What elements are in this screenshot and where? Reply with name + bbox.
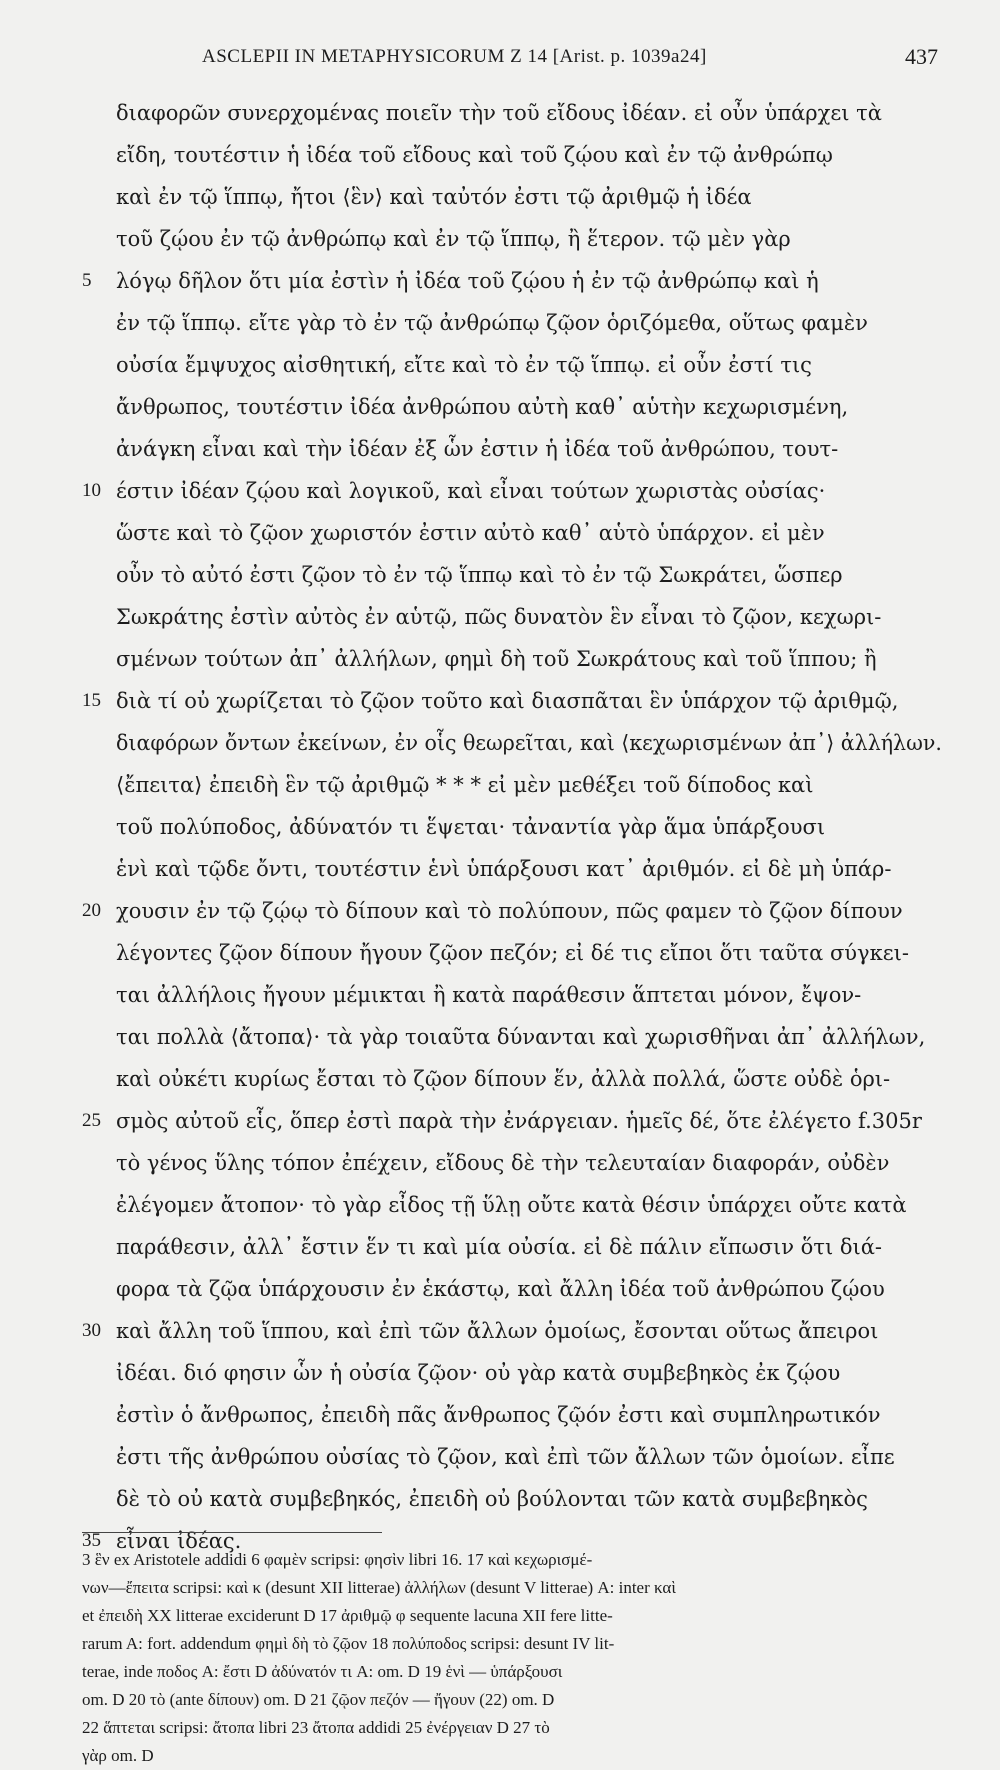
line-text: οὐσία ἔμψυχος αἰσθητική, εἴτε καὶ τὸ ἐν τῷ ἵππῳ. εἰ οὖν ἐστί τις — [116, 353, 812, 377]
line-text: ἀνάγκη εἶναι καὶ τὴν ἰδέαν ἐξ ὧν ἐστιν ἡ ἰδέα τοῦ ἀνθρώπου, τουτ- — [116, 437, 839, 461]
line-text: ⟨ἔπειτα⟩ ἐπειδὴ ἓν τῷ ἀριθμῷ * * * εἰ μὲν μεθέξει τοῦ δίποδος καὶ — [116, 773, 814, 797]
text-line — [82, 722, 942, 764]
line-text: σμένων τούτων ἀπ᾽ ἀλλήλων, φημὶ δὴ τοῦ Σωκράτους καὶ τοῦ ἵππου; ἢ — [116, 647, 877, 671]
line-text: ται ἀλλήλοις ἤγουν μέμικται ἢ κατὰ παράθεσιν ἅπτεται μόνον, ἔψον- — [116, 983, 862, 1007]
line-text: σμὸς αὐτοῦ εἷς, ὅπερ ἐστὶ παρὰ τὴν ἐνάργειαν. ἡμεῖς δέ, ὅτε ἐλέγετο f.305r — [116, 1109, 922, 1133]
line-text: ἑνὶ καὶ τῷδε ὄντι, τουτέστιν ἑνὶ ὑπάρξουσι κατ᾽ ἀριθμόν. εἰ δὲ μὴ ὑπάρ- — [116, 857, 892, 881]
page-header — [82, 46, 938, 80]
apparatus-line: terae, inde ποδος A: ἔστι D ἀδύνατόν τι A: om. D 19 ἑνὶ — ὑπάρξουσι — [82, 1662, 563, 1681]
text-line — [82, 512, 942, 554]
apparatus-line: νων—ἔπειτα scripsi: καὶ κ (desunt XII litterae) ἀλλήλων (desunt V litterae) A: inter καὶ — [82, 1578, 676, 1597]
line-text: ἰδέαι. διό φησιν ὧν ἡ οὐσία ζῷον· οὐ γὰρ κατὰ συμβεβηκὸς ἐκ ζῴου — [116, 1361, 841, 1385]
text-line — [82, 1100, 942, 1142]
apparatus-line: γὰρ om. D — [82, 1746, 154, 1765]
text-line — [82, 218, 942, 260]
text-line — [82, 848, 942, 890]
footnote-divider — [82, 1532, 382, 1533]
line-text: καὶ ἄλλη τοῦ ἵππου, καὶ ἐπὶ τῶν ἄλλων ὁμοίως, ἔσονται οὕτως ἄπειροι — [116, 1319, 879, 1343]
text-line — [82, 1436, 942, 1478]
text-line — [82, 260, 942, 302]
text-line — [82, 932, 942, 974]
line-text: έστιν ἰδέαν ζῴου καὶ λογικοῦ, καὶ εἶναι τούτων χωριστὰς οὐσίας· — [116, 479, 826, 503]
line-text: Σωκράτης ἐστὶν αὐτὸς ἐν αὑτῷ, πῶς δυνατὸν ἓν εἶναι τὸ ζῷον, κεχωρι- — [116, 605, 882, 629]
line-text: ἄνθρωπος, τουτέστιν ἰδέα ἀνθρώπου αὐτὴ καθ᾽ αὑτὴν κεχωρισμένη, — [116, 395, 849, 419]
line-number: 20 — [82, 900, 101, 921]
apparatus-line: 3 ἓν ex Aristotele addidi 6 φαμὲν scripsi: φησὶν libri 16. 17 καὶ κεχωρισμέ- — [82, 1550, 593, 1569]
line-text: παράθεσιν, ἀλλ᾽ ἔστιν ἕν τι καὶ μία οὐσία. εἰ δὲ πάλιν εἴπωσιν ὅτι διά- — [116, 1235, 883, 1259]
line-text: καὶ οὐκέτι κυρίως ἔσται τὸ ζῷον δίπουν ἕν, ἀλλὰ πολλά, ὥστε οὐδὲ ὁρι- — [116, 1067, 891, 1091]
text-line — [82, 680, 942, 722]
text-line — [82, 428, 942, 470]
text-line — [82, 806, 942, 848]
line-text: ται πολλὰ ⟨ἄτοπα⟩· τὰ γὰρ τοιαῦτα δύνανται καὶ χωρισθῆναι ἀπ᾽ ἀλλήλων, — [116, 1025, 926, 1049]
text-line — [82, 638, 942, 680]
text-line — [82, 1016, 942, 1058]
apparatus-line: 22 ἅπτεται scripsi: ἄτοπα libri 23 ἄτοπα addidi 25 ἐνέργειαν D 27 τὸ — [82, 1718, 550, 1737]
text-line — [82, 1142, 942, 1184]
line-text: εἶναι ἰδέας. — [116, 1529, 242, 1553]
text-line — [82, 1058, 942, 1100]
text-line — [82, 764, 942, 806]
line-number: 30 — [82, 1320, 101, 1341]
line-text: ἐν τῷ ἵππῳ. εἴτε γὰρ τὸ ἐν τῷ ἀνθρώπῳ ζῷον ὁριζόμεθα, οὕτως φαμὲν — [116, 311, 868, 335]
line-text: ἐλέγομεν ἄτοπον· τὸ γὰρ εἶδος τῇ ὕλῃ οὔτε κατὰ θέσιν ὑπάρχει οὔτε κατὰ — [116, 1193, 907, 1217]
text-line — [82, 554, 942, 596]
text-line — [82, 1184, 942, 1226]
text-line — [82, 890, 942, 932]
text-line — [82, 386, 942, 428]
line-text: λόγῳ δῆλον ὅτι μία ἐστὶν ἡ ἰδέα τοῦ ζῴου ἡ ἐν τῷ ἀνθρώπῳ καὶ ἡ — [116, 269, 819, 293]
line-text: διὰ τί οὐ χωρίζεται τὸ ζῷον τοῦτο καὶ διασπᾶται ἓν ὑπάρχον τῷ ἀριθμῷ, — [116, 689, 899, 713]
line-text: τοῦ ζῴου ἐν τῷ ἀνθρώπῳ καὶ ἐν τῷ ἵππῳ, ἢ ἕτερον. τῷ μὲν γὰρ — [116, 227, 791, 251]
apparatus-line: om. D 20 τὸ (ante δίπουν) om. D 21 ζῷον πεζόν — ἤγουν (22) om. D — [82, 1690, 555, 1709]
text-line — [82, 134, 942, 176]
line-text: τοῦ πολύποδος, ἀδύνατόν τι ἕψεται· τἀναντία γὰρ ἅμα ὑπάρξουσι — [116, 815, 826, 839]
critical-apparatus — [82, 1546, 942, 1770]
line-text: καὶ ἐν τῷ ἵππῳ, ἤτοι ⟨ἓν⟩ καὶ ταὐτόν ἐστι τῷ ἀριθμῷ ἡ ἰδέα — [116, 185, 752, 209]
text-line — [82, 344, 942, 386]
text-line — [82, 1352, 942, 1394]
line-text: ὥστε καὶ τὸ ζῷον χωριστόν ἐστιν αὐτὸ καθ᾽ αὑτὸ ὑπάρχον. εἰ μὲν — [116, 521, 825, 545]
line-text: δὲ τὸ οὐ κατὰ συμβεβηκός, ἐπειδὴ οὐ βούλονται τῶν κατὰ συμβεβηκὸς — [116, 1487, 868, 1511]
line-text: χουσιν ἐν τῷ ζῴῳ τὸ δίπουν καὶ τὸ πολύπουν, πῶς φαμεν τὸ ζῷον δίπουν — [116, 899, 903, 923]
line-number: 25 — [82, 1110, 101, 1131]
line-text: εἴδη, τουτέστιν ἡ ἰδέα τοῦ εἴδους καὶ τοῦ ζῴου καὶ ἐν τῷ ἀνθρώπῳ — [116, 143, 833, 167]
text-line — [82, 974, 942, 1016]
line-text: τὸ γένος ὕλης τόπον ἐπέχειν, εἴδους δὲ τὴν τελευταίαν διαφοράν, οὐδὲν — [116, 1151, 890, 1175]
running-head: ASCLEPII IN METAPHYSICORUM Z 14 [Arist. p. 1039a24] — [202, 46, 707, 67]
line-number: 5 — [82, 270, 92, 291]
main-text — [82, 92, 942, 1562]
text-line — [82, 1394, 942, 1436]
text-line — [82, 1226, 942, 1268]
line-number: 10 — [82, 480, 101, 501]
line-number: 35 — [82, 1530, 101, 1551]
text-line — [82, 1478, 942, 1520]
text-line — [82, 176, 942, 218]
text-line — [82, 302, 942, 344]
line-text: διαφόρων ὄντων ἐκείνων, ἐν οἷς θεωρεῖται, καὶ ⟨κεχωρισμένων ἀπ᾽⟩ ἀλλήλων. — [116, 731, 942, 755]
text-line — [82, 470, 942, 512]
line-text: φορα τὰ ζῷα ὑπάρχουσιν ἐν ἑκάστῳ, καὶ ἄλλη ἰδέα τοῦ ἀνθρώπου ζῴου — [116, 1277, 885, 1301]
text-line — [82, 596, 942, 638]
text-line — [82, 92, 942, 134]
line-text: οὖν τὸ αὐτό ἐστι ζῷον τὸ ἐν τῷ ἵππῳ καὶ τὸ ἐν τῷ Σωκράτει, ὥσπερ — [116, 563, 843, 587]
line-text: ἐστὶν ὁ ἄνθρωπος, ἐπειδὴ πᾶς ἄνθρωπος ζῷόν ἐστι καὶ συμπληρωτικόν — [116, 1403, 881, 1427]
apparatus-line: rarum A: fort. addendum φημὶ δὴ τὸ ζῷον 18 πολύποδος scripsi: desunt IV lit- — [82, 1634, 615, 1653]
text-line — [82, 1268, 942, 1310]
page-number: 437 — [905, 44, 938, 69]
text-line — [82, 1310, 942, 1352]
line-text: ἐστι τῆς ἀνθρώπου οὐσίας τὸ ζῷον, καὶ ἐπὶ τῶν ἄλλων τῶν ὁμοίων. εἶπε — [116, 1445, 895, 1469]
line-text: διαφορῶν συνερχομένας ποιεῖν τὴν τοῦ εἴδους ἰδέαν. εἰ οὖν ὑπάρχει τὰ — [116, 101, 882, 125]
line-text: λέγοντες ζῷον δίπουν ἤγουν ζῷον πεζόν; εἰ δέ τις εἴποι ὅτι ταῦτα σύγκει- — [116, 941, 909, 965]
apparatus-line: et ἐπειδὴ XX litterae exciderunt D 17 ἀριθμῷ φ sequente lacuna XII fere litte- — [82, 1606, 613, 1625]
line-number: 15 — [82, 690, 101, 711]
